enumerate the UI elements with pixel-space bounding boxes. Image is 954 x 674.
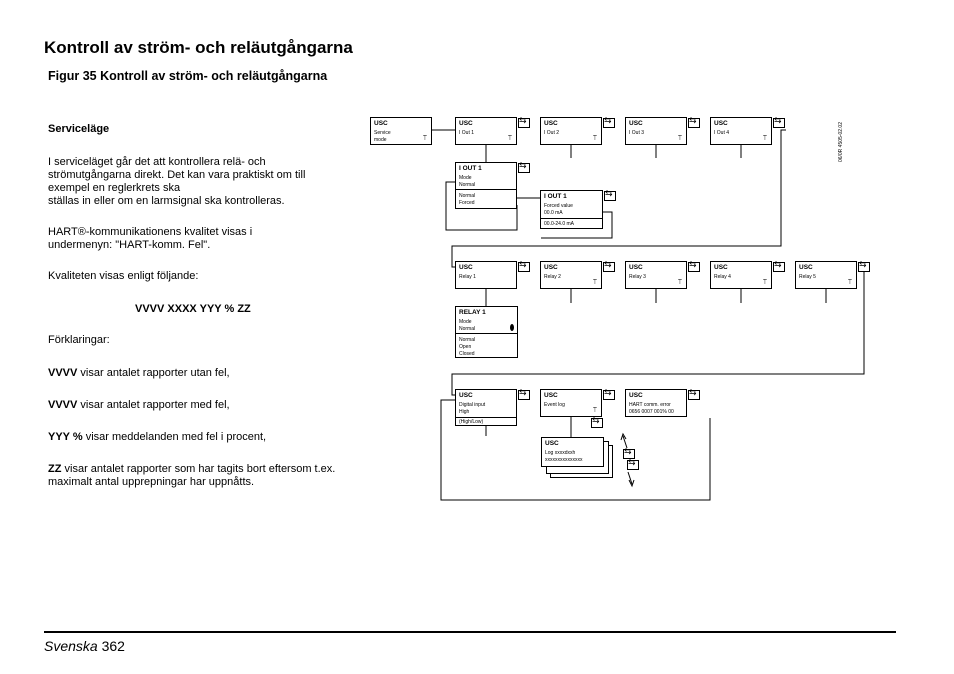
relay-2-box: USC Relay 2 ⟙ bbox=[540, 261, 602, 289]
service-mode-box: USC Service mode ⟙ bbox=[370, 117, 432, 145]
paragraph-intro: I serviceläget går det att kontrollera relä- och strömutgångarna direkt. Det kan vara praktiskt om till exempel en reglerkrets ska ställas in eller om en larmsignal ska kontrolleras. bbox=[48, 156, 306, 207]
cursor-icon: ⟙ bbox=[592, 407, 597, 414]
enter-icon bbox=[688, 390, 700, 400]
enter-icon bbox=[518, 390, 530, 400]
enter-icon bbox=[773, 262, 785, 272]
iout-4-box: USC I Out 4 ⟙ bbox=[710, 117, 772, 145]
cursor-icon: ⟙ bbox=[592, 279, 597, 286]
section-heading: Serviceläge bbox=[48, 123, 110, 135]
cursor-icon: ⟙ bbox=[507, 135, 512, 142]
enter-icon bbox=[518, 262, 530, 272]
enter-icon bbox=[603, 390, 615, 400]
definition-4: ZZ visar antalet rapporter som har tagits bort eftersom t.ex. maximalt antal upprepningar har uppnåtts. bbox=[48, 463, 336, 488]
page-footer: Svenska 362 bbox=[44, 638, 125, 654]
enter-icon bbox=[688, 118, 700, 128]
definition-1: VVVV visar antalet rapporter utan fel, bbox=[48, 367, 230, 379]
definition-3: YYY % visar meddelanden med fel i procent, bbox=[48, 431, 267, 443]
relay-3-box: USC Relay 3 ⟙ bbox=[625, 261, 687, 289]
relay1-mode-box: RELAY 1 Mode Normal Normal Open Closed bbox=[455, 306, 518, 358]
paragraph-quality: Kvaliteten visas enligt följande: bbox=[48, 270, 199, 282]
cursor-icon: ⟙ bbox=[422, 135, 427, 142]
legend-heading: Förklaringar: bbox=[48, 334, 110, 346]
relay-1-box: USC Relay 1 bbox=[455, 261, 517, 289]
figure-caption: Figur 35 Kontroll av ström- och reläutgångarna bbox=[48, 69, 328, 83]
iout-1-box: USC I Out 1 ⟙ bbox=[455, 117, 517, 145]
footer-rule bbox=[44, 631, 896, 633]
enter-icon bbox=[591, 418, 603, 428]
iout-3-box: USC I Out 3 ⟙ bbox=[625, 117, 687, 145]
selector-dot-icon bbox=[510, 324, 514, 331]
iout1-mode-box: I OUT 1 Mode Normal Normal Forced bbox=[455, 162, 517, 209]
digital-input-box: USC Digital input High (High/Low) bbox=[455, 389, 517, 426]
cursor-icon: ⟙ bbox=[592, 135, 597, 142]
enter-icon bbox=[603, 262, 615, 272]
figure-code: 06/0R 4505-02.02 bbox=[838, 122, 844, 163]
relay-4-box: USC Relay 4 ⟙ bbox=[710, 261, 772, 289]
paragraph-hart: HART®-kommunikationens kvalitet visas i undermenyn: "HART-komm. Fel". bbox=[48, 226, 253, 251]
enter-icon bbox=[518, 163, 530, 173]
enter-icon bbox=[773, 118, 785, 128]
cursor-icon: ⟙ bbox=[677, 135, 682, 142]
definition-2: VVVV visar antalet rapporter med fel, bbox=[48, 399, 230, 411]
enter-icon bbox=[627, 460, 639, 470]
enter-icon bbox=[603, 118, 615, 128]
event-log-box: USC Event log ⟙ bbox=[540, 389, 602, 417]
enter-icon bbox=[604, 191, 616, 201]
log-entry-box: USC Log xxxxdxxh xxxxxxxxxxxxxxx bbox=[541, 437, 604, 467]
cursor-icon: ⟙ bbox=[677, 279, 682, 286]
relay-5-box: USC Relay 5 ⟙ bbox=[795, 261, 857, 289]
iout1-forced-box: I OUT 1 Forced value 00.0 mA 00.0-24.0 mA bbox=[540, 190, 603, 229]
enter-icon bbox=[518, 118, 530, 128]
cursor-icon: ⟙ bbox=[762, 279, 767, 286]
iout-2-box: USC I Out 2 ⟙ bbox=[540, 117, 602, 145]
hart-error-box: USC HART comm. error 0656 0007 001% 00 bbox=[625, 389, 687, 417]
format-string: VVVV XXXX YYY % ZZ bbox=[135, 303, 251, 315]
page-title: Kontroll av ström- och reläutgångarna bbox=[44, 38, 353, 57]
cursor-icon: ⟙ bbox=[847, 279, 852, 286]
enter-icon bbox=[858, 262, 870, 272]
enter-icon bbox=[688, 262, 700, 272]
cursor-icon: ⟙ bbox=[762, 135, 767, 142]
